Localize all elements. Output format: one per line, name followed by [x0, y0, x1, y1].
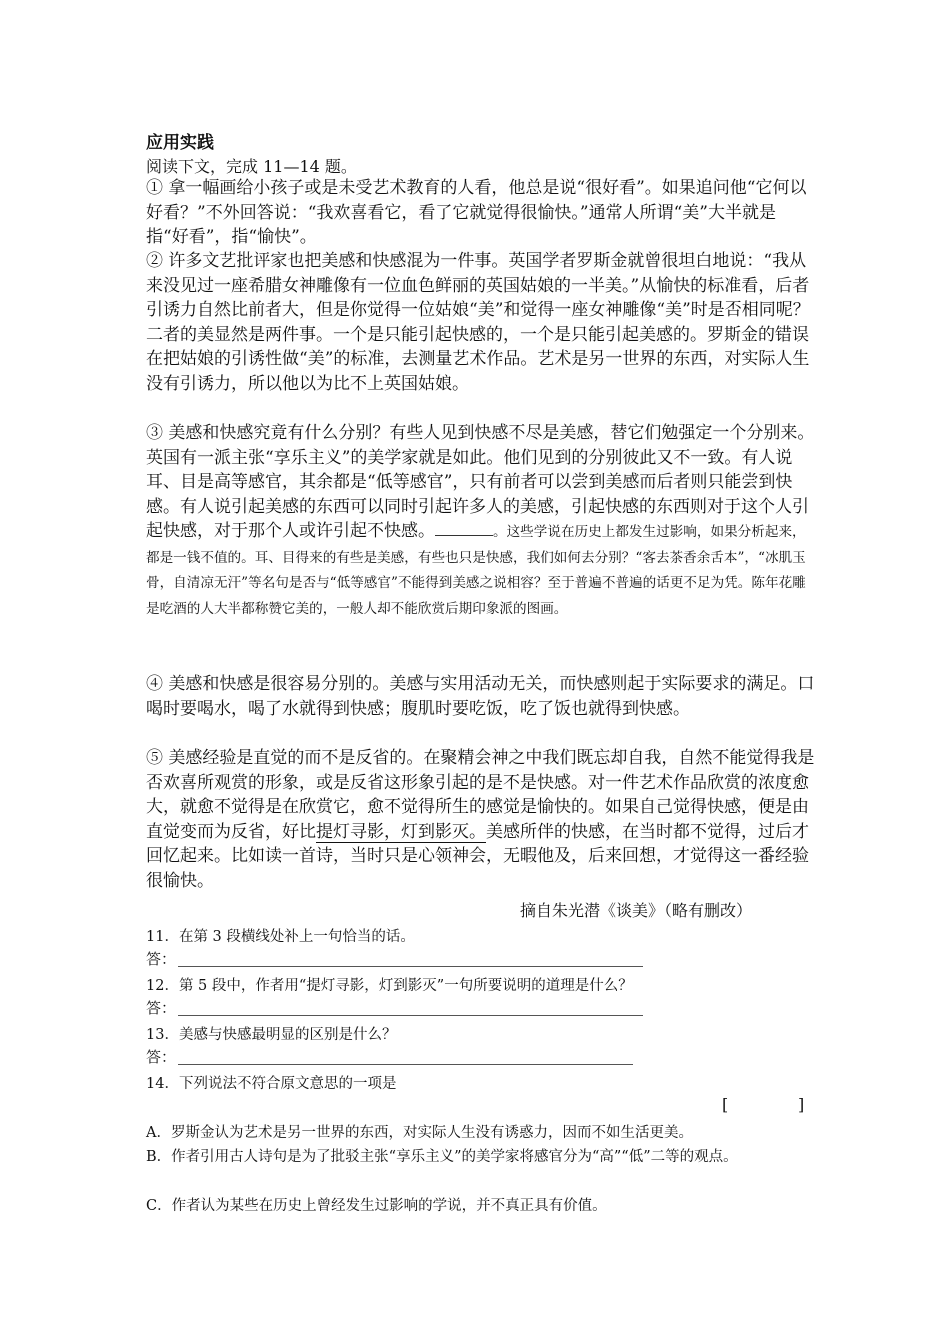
underlined-phrase: 提灯寻影，灯到影灭。: [316, 821, 486, 842]
source-citation: 摘自朱光潜《谈美》（略有删改）: [520, 901, 753, 920]
answer-label-11: 答：: [146, 950, 177, 968]
fill-in-blank[interactable]: [435, 521, 493, 536]
bracket-left: [: [722, 1095, 729, 1114]
paragraph-5-text-b: 美感所伴的快感，在当时都不觉得，过后才回忆起来。比如读一首诗，当时只是心领神会，无暇他及，后来回想，才觉得这一番经验很愉快。: [146, 821, 809, 891]
paragraph-3: [146, 421, 816, 621]
bracket-right: ]: [798, 1095, 805, 1114]
option-a: A．罗斯金认为艺术是另一世界的东西，对实际人生没有诱惑力，因而不如生活更美。: [146, 1125, 693, 1141]
answer-line-13[interactable]: [178, 1064, 633, 1065]
answer-label-12: 答：: [146, 999, 177, 1017]
paragraph-3-text-b: 。这些学说在历史上都发生过影响，如果分析起来，都是一钱不值的。耳、目得来的有些是美感，有些也只是快感，我们如何去分别？“客去茶香余舌本”，“冰肌玉骨，自清凉无汗”等名句是否与“低等感官”不能得到美感之说相容？至于普遍不普遍的话更不足为凭。陈年花雕是吃酒的人大半都称赞它美的，一般人却不能欣赏后期印象派的图画。: [146, 524, 806, 617]
option-c: C．作者认为某些在历史上曾经发生过影响的学说，并不真正具有价值。: [146, 1198, 607, 1214]
paragraph-4: ④ 美感和快感是很容易分别的。美感与实用活动无关，而快感则起于实际要求的满足。口喝时要喝水，喝了水就得到快感；腹肌时要吃饭，吃了饭也就得到快感。: [146, 674, 815, 719]
question-13: 13．美感与快感最明显的区别是什么？: [146, 1027, 397, 1043]
paragraph-2: ② 许多文艺批评家也把美感和快感混为一件事。英国学者罗斯金就曾很坦白地说：“我从来没见过一座希腊女神雕像有一位血色鲜丽的英国姑娘的一半美。”从愉快的标准看，后者引诱力自然比前者大，但是你觉得一位姑娘“美”和觉得一座女神雕像“美”时是否相同呢？二者的美显然是两件事。一个是只能引起快感的，一个是只能引起美感的。罗斯金的错误在把姑娘的引诱性做“美”的标准，去测量艺术作品。艺术是另一世界的东西，对实际人生没有引诱力，所以他以为比不上英国姑娘。: [146, 251, 810, 394]
paragraph-5-text-a: ⑤ 美感经验是直觉的而不是反省的。在聚精会神之中我们既忘却自我，自然不能觉得我是否欢喜所观赏的形象，或是反省这形象引起的是不是快感。对一件艺术作品欣赏的浓度愈大，就愈不觉得是在欣赏它，愈不觉得所生的感觉是愉快的。如果自己觉得快感，便是由直觉变而为反省，好比: [146, 748, 815, 842]
question-14: 14．下列说法不符合原文意思的一项是: [146, 1076, 397, 1092]
question-11: 11．在第 3 段横线处补上一句恰当的话。: [146, 929, 415, 945]
paragraph-1: ① 拿一幅画给小孩子或是未受艺术教育的人看，他总是说“很好看”。如果追问他“它何以好看？”不外回答说：“我欢喜看它，看了它就觉得很愉快。”通常人所谓“美”大半就是指“好看”，指“愉快”。: [146, 178, 807, 247]
answer-line-11[interactable]: [178, 966, 643, 967]
reading-instruction: 阅读下文，完成 11—14 题。: [146, 157, 357, 176]
answer-label-13: 答：: [146, 1048, 177, 1066]
section-heading: 应用实践: [146, 133, 214, 153]
paragraph-5: [146, 746, 816, 893]
paragraph-3-text-a: ③ 美感和快感究竟有什么分别？有些人见到快感不尽是美感，替它们勉强定一个分别来。英国有一派主张“享乐主义”的美学家就是如此。他们见到的分别彼此又不一致。有人说耳、目是高等感官，其余都是“低等感官”，只有前者可以尝到美感而后者则只能尝到快感。有人说引起美感的东西可以同时引起许多人的美感，引起快感的东西则对于这个人引起快感，对于那个人或许引起不快感。: [146, 423, 815, 541]
answer-line-12[interactable]: [178, 1015, 643, 1016]
question-12: 12．第 5 段中，作者用“提灯寻影，灯到影灭”一句所要说明的道理是什么？: [146, 978, 633, 994]
option-b: B．作者引用古人诗句是为了批驳主张“享乐主义”的美学家将感官分为“高”“低”二等的观点。: [146, 1149, 738, 1165]
